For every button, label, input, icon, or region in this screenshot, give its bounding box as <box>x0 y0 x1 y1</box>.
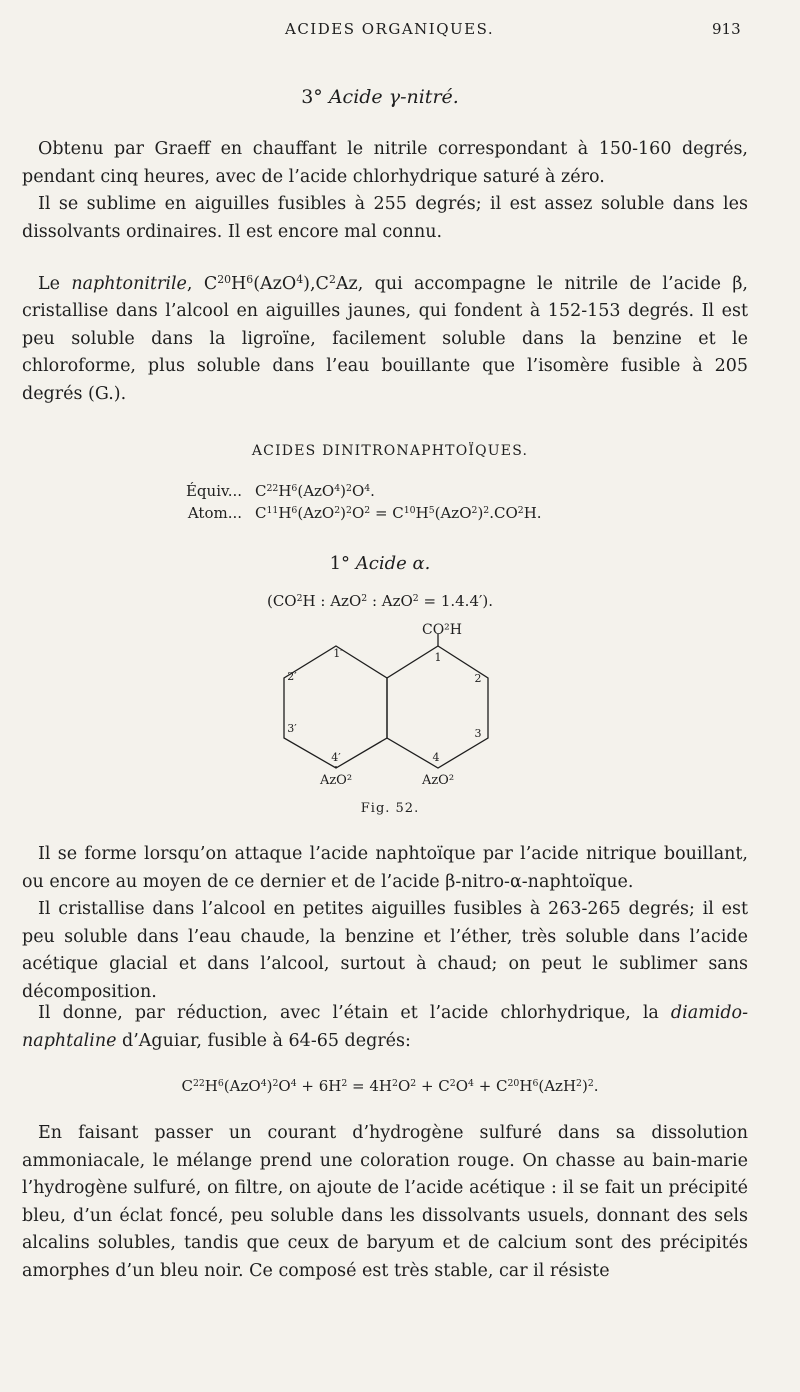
dinitronaphtoic-heading: ACIDES DINITRONAPHTOÏQUES. <box>251 443 529 459</box>
position-label-3: 3 <box>474 727 482 740</box>
right-ring <box>387 646 488 768</box>
atom-label: Atom... <box>187 504 242 522</box>
left-ring <box>284 646 387 768</box>
section-heading: Acide γ-nitré. <box>328 86 459 108</box>
carboxyl-group: CO²H <box>421 622 463 638</box>
diamido-naphtaline-term: diamido-naphtaline <box>22 1003 748 1051</box>
paragraph-hydrogen-sulfide: En faisant passer un courant d’hydrogène sulfuré dans sa dissolution ammoniacale, le mélange prend une coloration rouge. On chasse au bain-marie l’hydrogène sulfuré, on filtre, on ajoute de l’acide acétique : il se fait un précipité bleu, d’un éclat foncé, peu soluble dans les dissolvants usuels, donnant des sels alcalins solubles, tandis que ceux de baryum et de calcium sont des précipités amorphes d’un bleu noir. Ce composé est très stable, car il résiste <box>22 1123 748 1281</box>
paragraph-sublimation: Il se sublime en aiguilles fusibles à 255 degrés; il est assez soluble dans les dissolvants ordinaires. Il est encore mal connu. <box>22 194 748 242</box>
naphthalene-structure-diagram <box>250 618 520 788</box>
reduction-equation: $C^{22}H^6(AzO^4)^2O^4 + 6H^2 = 4H^2O^2 + C^2O^4 + C^{20}H^6(AzH^2)^2$. <box>181 1077 599 1095</box>
section-number: 3° <box>301 86 323 108</box>
subsection-number: 1° <box>329 553 351 574</box>
naphtonitrile-formula: $C^{20}H^6(AzO^4),C^2Az$ <box>203 273 358 294</box>
position-label-1p: 1′ <box>333 647 343 660</box>
paragraph-naphtonitrile: Le naphtonitrile, $C^{20}H^6(AzO^4),C^2Az$, qui accompagne le nitrile de l’acide β, cristallise dans l’alcool en aiguilles jaunes, qui fondent à 152-153 degrés. Il est peu soluble dans la ligroïne, facilement soluble dans la benzine et le chloroforme, plus soluble dans l’eau bouillante que l’isomère fusible à 205 degrés (G.). <box>22 273 748 404</box>
running-title: ACIDES ORGANIQUES. <box>285 20 495 38</box>
reduction-end: d’Aguiar, fusible à 64-65 degrés: <box>116 1030 411 1051</box>
position-label-2: 2 <box>474 672 482 685</box>
ring-bonds <box>284 634 488 768</box>
equiv-formula: $C^{22}H^6(AzO^4)^2O^4$. <box>255 482 375 500</box>
paragraph-reduction <box>22 1000 748 1055</box>
paragraph-crystallisation: Il cristallise dans l’alcool en petites aiguilles fusibles à 263-265 degrés; il est peu soluble dans l’eau chaude, la benzine et l’éther, très soluble dans l’acide acétique glacial et dans l’alcool, surtout à chaud; on peut le sublimer sans décomposition. <box>22 899 748 1002</box>
position-label-4: 4 <box>432 751 440 764</box>
nitro-group-right: AzO² <box>421 773 455 788</box>
running-head <box>0 20 800 44</box>
formula-equiv-row <box>0 482 800 506</box>
position-label-1: 1 <box>434 651 442 664</box>
subsection-heading: Acide α. <box>355 553 431 574</box>
naphtonitrile-term: naphtonitrile <box>71 273 187 294</box>
figure-caption: Fig. 52. <box>360 801 420 816</box>
position-label-2p: 2′ <box>287 670 297 683</box>
section-title <box>0 86 760 108</box>
naphtonitrile-description: , qui accompagne le nitrile de l’acide β, cristallise dans l’alcool en aiguilles jaunes, qui fondent à 152-153 degrés. Il est peu soluble dans la ligroïne, facilement soluble dans la benzine et le chloroforme, plus soluble dans l’eau bouillante que l’isomère fusible à 205 degrés (G.). <box>22 273 748 404</box>
atom-formula: $C^{11}H^6(AzO^2)^2O^2 = C^{10}H^5(AzO^2)^2.CO^2H$. <box>255 504 542 522</box>
formula-atom-row <box>0 504 800 528</box>
substituent-positions: ($CO^2H$ : AzO$^2$ : AzO$^2$ = 1.4.4′). <box>266 592 494 610</box>
page-number: 913 <box>712 20 741 38</box>
equiv-label: Équiv... <box>185 482 242 500</box>
subsection-title <box>0 553 760 574</box>
naphtonitrile-intro: Le <box>38 273 72 294</box>
position-label-3p: 3′ <box>287 722 297 735</box>
paragraph-formation: Il se forme lorsqu’on attaque l’acide naphtoïque par l’acide nitrique bouillant, ou encore au moyen de ce dernier et de l’acide β-nitro-α-naphtoïque. <box>22 844 748 892</box>
position-label-4p: 4′ <box>331 751 341 764</box>
reduction-intro: Il donne, par réduction, avec l’étain et l’acide chlorhydrique, la <box>38 1003 671 1023</box>
paragraph-graeff: Obtenu par Graeff en chauffant le nitrile correspondant à 150-160 degrés, pendant cinq heures, avec de l’acide chlorhydrique saturé à zéro. <box>22 139 748 187</box>
nitro-group-left: AzO² <box>319 773 353 788</box>
